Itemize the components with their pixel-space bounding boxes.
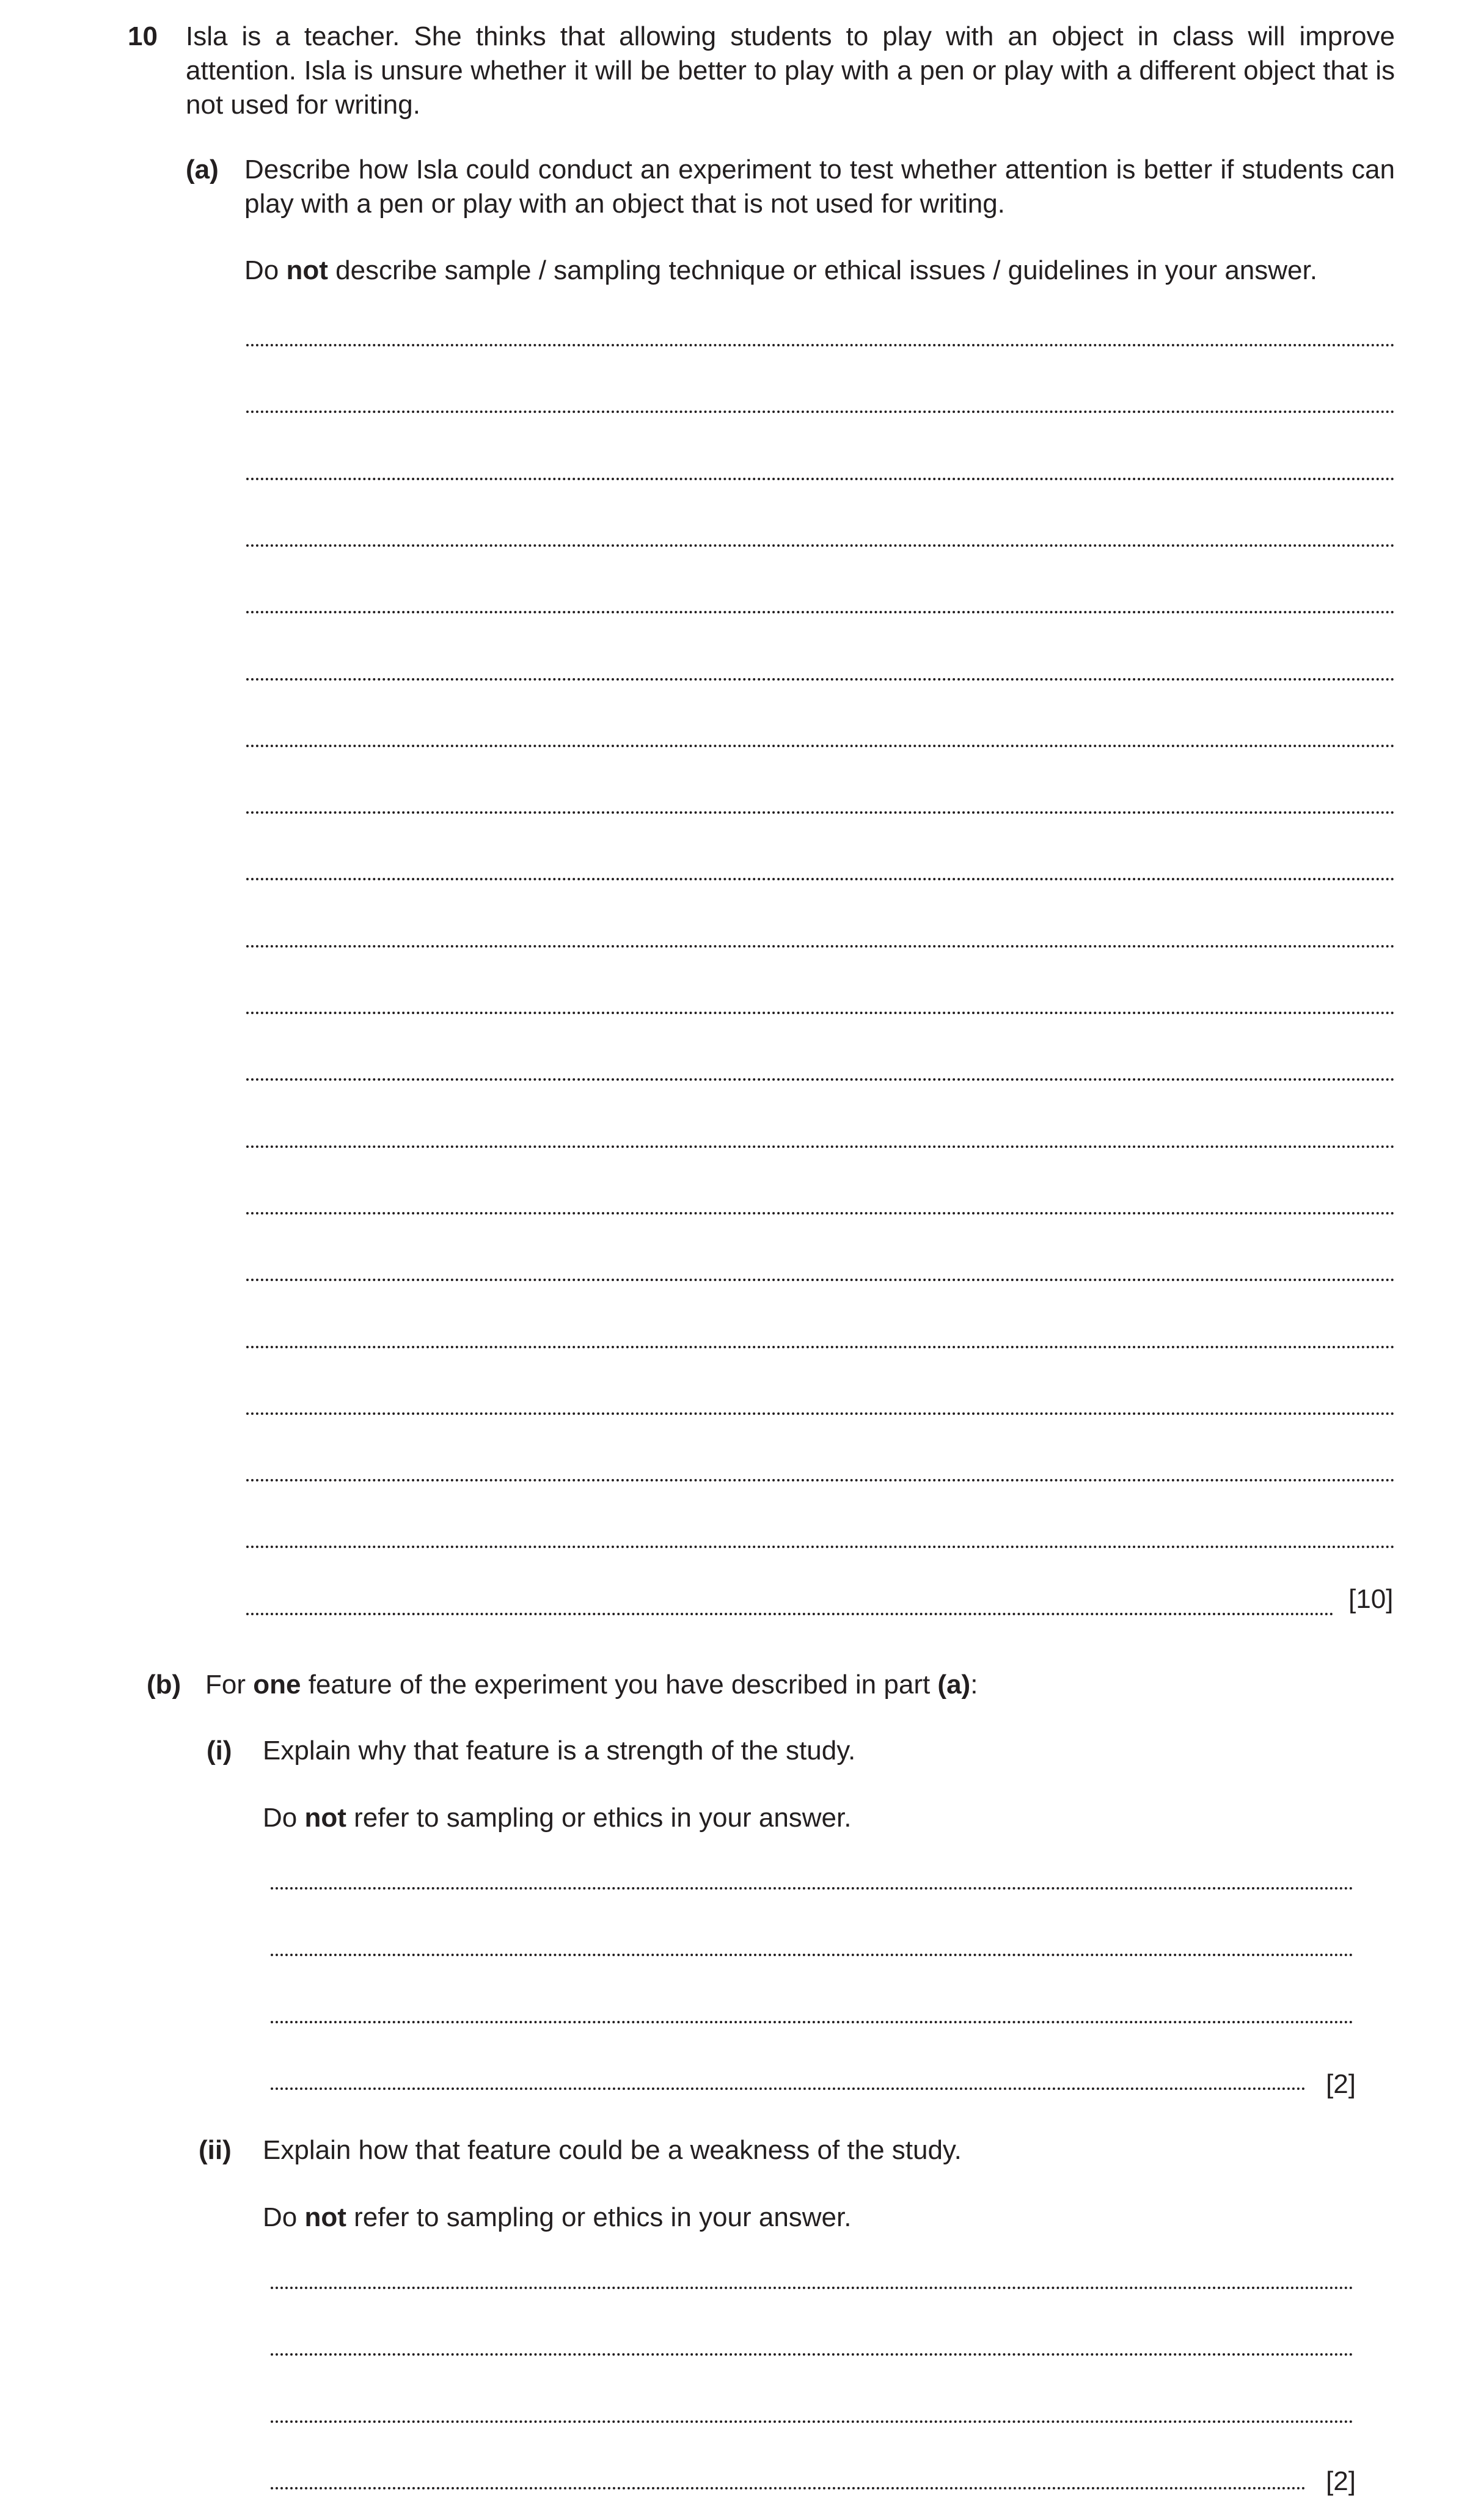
answer-line[interactable] xyxy=(246,544,1395,547)
answer-line[interactable] xyxy=(271,1954,1353,1956)
part-b-ii-instruction xyxy=(263,2200,1363,2235)
answer-line[interactable] xyxy=(246,1145,1395,1148)
instruction-emphasis: not xyxy=(304,2202,346,2232)
answer-line[interactable] xyxy=(246,411,1395,413)
answer-line[interactable] xyxy=(271,2420,1353,2423)
part-b-i-marks: [2] xyxy=(1326,2069,1356,2099)
answer-line[interactable] xyxy=(246,1078,1395,1081)
part-b-prompt xyxy=(205,1668,1397,1702)
answer-line[interactable] xyxy=(271,1887,1353,1890)
answer-line[interactable] xyxy=(246,678,1395,681)
instruction-text: Do xyxy=(244,255,287,285)
part-a-instruction xyxy=(244,254,1405,288)
answer-line[interactable] xyxy=(246,344,1395,346)
answer-line[interactable] xyxy=(246,1346,1395,1348)
answer-line[interactable] xyxy=(246,1212,1395,1214)
answer-line[interactable] xyxy=(271,2287,1353,2289)
instruction-text: refer to sampling or ethics in your answer. xyxy=(346,2202,852,2232)
answer-line[interactable] xyxy=(271,2487,1306,2489)
answer-line[interactable] xyxy=(246,945,1395,948)
answer-line[interactable] xyxy=(246,1546,1395,1548)
instruction-text: describe sample / sampling technique or ethical issues / guidelines in your answer. xyxy=(327,255,1317,285)
prompt-emphasis: one xyxy=(253,1670,301,1700)
answer-line[interactable] xyxy=(246,1479,1395,1481)
answer-line[interactable] xyxy=(246,1412,1395,1415)
part-b-ii-marks: [2] xyxy=(1326,2466,1356,2496)
part-a-label: (a) xyxy=(186,155,219,184)
answer-line[interactable] xyxy=(246,878,1395,880)
part-b-ii-prompt: Explain how that feature could be a weakness of the study. xyxy=(263,2135,962,2165)
answer-line[interactable] xyxy=(246,1613,1334,1615)
part-b-i-label: (i) xyxy=(207,1736,232,1766)
answer-line[interactable] xyxy=(246,611,1395,613)
prompt-emphasis: (a) xyxy=(937,1670,971,1700)
answer-line[interactable] xyxy=(271,2021,1353,2023)
question-number: 10 xyxy=(128,21,158,51)
answer-line[interactable] xyxy=(246,811,1395,814)
question-stem: Isla is a teacher. She thinks that allowing students to play with an object in class will improve attention. Isla is unsure whether it will be better to play with a pen or play with a different object that is not used for writing. xyxy=(186,21,1395,120)
answer-line[interactable] xyxy=(246,1012,1395,1014)
part-a-marks: [10] xyxy=(1348,1584,1394,1614)
part-b-i-prompt: Explain why that feature is a strength of the study. xyxy=(263,1736,856,1766)
instruction-text: refer to sampling or ethics in your answer. xyxy=(346,1803,852,1833)
answer-line[interactable] xyxy=(271,2087,1306,2090)
instruction-emphasis: not xyxy=(286,255,328,285)
part-a-prompt: Describe how Isla could conduct an experiment to test whether attention is better if students can play with a pen or play with an object that is not used for writing. xyxy=(244,155,1395,219)
answer-line[interactable] xyxy=(246,1279,1395,1281)
instruction-text: Do xyxy=(263,1803,305,1833)
instruction-emphasis: not xyxy=(304,1803,346,1833)
answer-line[interactable] xyxy=(246,745,1395,747)
part-b-ii-label: (ii) xyxy=(199,2135,232,2165)
part-b-i-instruction xyxy=(263,1801,1363,1835)
prompt-text: For xyxy=(205,1670,254,1700)
instruction-text: Do xyxy=(263,2202,305,2232)
answer-line[interactable] xyxy=(246,478,1395,480)
part-b-label: (b) xyxy=(147,1670,181,1700)
answer-line[interactable] xyxy=(271,2353,1353,2356)
prompt-text: : xyxy=(970,1670,978,1700)
prompt-text: feature of the experiment you have described in part xyxy=(301,1670,938,1700)
